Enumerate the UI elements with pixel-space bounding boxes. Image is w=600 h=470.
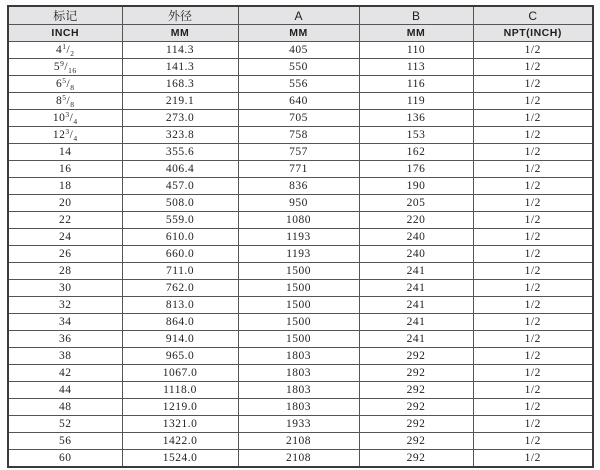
table-row	[8, 280, 593, 297]
table-row	[8, 450, 593, 467]
cell-b-mm: 176	[359, 161, 473, 178]
cell-b-mm: 113	[359, 59, 473, 76]
cell-c-npt: 1/2	[473, 229, 593, 246]
cell-c-npt: 1/2	[473, 348, 593, 365]
cell-c-npt: 1/2	[473, 382, 593, 399]
cell-outer-diameter-mm: 1067.0	[122, 365, 238, 382]
cell-b-mm: 116	[359, 76, 473, 93]
cell-a-mm: 640	[238, 93, 359, 110]
table-row	[8, 314, 593, 331]
fraction-slash: /	[64, 61, 69, 73]
fraction-denominator: 16	[68, 66, 77, 75]
table-header	[8, 6, 593, 42]
cell-c-npt: 1/2	[473, 399, 593, 416]
cell-size-inch: 32	[8, 297, 122, 314]
cell-outer-diameter-mm: 711.0	[122, 263, 238, 280]
table-row	[8, 263, 593, 280]
cell-size-inch: 36	[8, 331, 122, 348]
fraction-slash: /	[66, 95, 71, 107]
cell-size-inch: 52	[8, 416, 122, 433]
cell-outer-diameter-mm: 559.0	[122, 212, 238, 229]
cell-a-mm: 1193	[238, 229, 359, 246]
cell-a-mm: 1080	[238, 212, 359, 229]
fraction-numerator: 5	[62, 76, 67, 85]
fraction-denominator: 4	[73, 117, 78, 126]
cell-c-npt: 1/2	[473, 161, 593, 178]
cell-c-npt: 1/2	[473, 314, 593, 331]
cell-c-npt: 1/2	[473, 144, 593, 161]
cell-c-npt: 1/2	[473, 93, 593, 110]
cell-a-mm: 1803	[238, 399, 359, 416]
cell-size-inch: 48	[8, 399, 122, 416]
table-row	[8, 93, 593, 110]
cell-c-npt: 1/2	[473, 450, 593, 467]
cell-b-mm: 205	[359, 195, 473, 212]
table-row	[8, 127, 593, 144]
cell-b-mm: 292	[359, 365, 473, 382]
cell-a-mm: 1500	[238, 331, 359, 348]
cell-c-npt: 1/2	[473, 416, 593, 433]
cell-c-npt: 1/2	[473, 212, 593, 229]
fraction-denominator: 8	[70, 100, 75, 109]
cell-c-npt: 1/2	[473, 297, 593, 314]
cell-a-mm: 705	[238, 110, 359, 127]
cell-outer-diameter-mm: 323.8	[122, 127, 238, 144]
table-row	[8, 42, 593, 59]
table-row	[8, 59, 593, 76]
cell-size-inch: $5^9/_{16}$	[8, 59, 122, 76]
cell-a-mm: 2108	[238, 450, 359, 467]
column-header-label-0: 标记	[8, 6, 122, 25]
column-header-unit-1: MM	[122, 25, 238, 42]
cell-size-inch: $8^5/_8$	[8, 93, 122, 110]
column-header-label-4: C	[473, 6, 593, 25]
cell-outer-diameter-mm: 1219.0	[122, 399, 238, 416]
column-header-unit-2: MM	[238, 25, 359, 42]
cell-size-inch: 28	[8, 263, 122, 280]
cell-b-mm: 292	[359, 348, 473, 365]
column-header-label-1: 外径	[122, 6, 238, 25]
cell-b-mm: 162	[359, 144, 473, 161]
column-header-unit-4: NPT(INCH)	[473, 25, 593, 42]
cell-outer-diameter-mm: 660.0	[122, 246, 238, 263]
cell-size-inch: $6^5/_8$	[8, 76, 122, 93]
table-row	[8, 348, 593, 365]
column-header-label-3: B	[359, 6, 473, 25]
table-row	[8, 195, 593, 212]
cell-b-mm: 292	[359, 416, 473, 433]
cell-outer-diameter-mm: 355.6	[122, 144, 238, 161]
pipe-spec-table	[7, 5, 594, 468]
cell-size-inch: 42	[8, 365, 122, 382]
cell-a-mm: 1500	[238, 297, 359, 314]
cell-outer-diameter-mm: 864.0	[122, 314, 238, 331]
cell-a-mm: 1803	[238, 348, 359, 365]
cell-c-npt: 1/2	[473, 42, 593, 59]
cell-size-inch: $12^3/_4$	[8, 127, 122, 144]
cell-a-mm: 2108	[238, 433, 359, 450]
fraction-denominator: 8	[70, 83, 75, 92]
table-row	[8, 144, 593, 161]
table-row	[8, 433, 593, 450]
table-row	[8, 365, 593, 382]
cell-b-mm: 110	[359, 42, 473, 59]
table-row	[8, 110, 593, 127]
cell-b-mm: 241	[359, 263, 473, 280]
cell-outer-diameter-mm: 1422.0	[122, 433, 238, 450]
table-row	[8, 399, 593, 416]
cell-c-npt: 1/2	[473, 76, 593, 93]
table-row	[8, 212, 593, 229]
cell-a-mm: 556	[238, 76, 359, 93]
fraction-denominator: 2	[70, 49, 75, 58]
column-header-label-2: A	[238, 6, 359, 25]
cell-outer-diameter-mm: 219.1	[122, 93, 238, 110]
fraction-numerator: 5	[62, 93, 67, 102]
cell-outer-diameter-mm: 813.0	[122, 297, 238, 314]
cell-a-mm: 1803	[238, 382, 359, 399]
table-row	[8, 76, 593, 93]
cell-b-mm: 153	[359, 127, 473, 144]
table-row	[8, 331, 593, 348]
cell-size-inch: 44	[8, 382, 122, 399]
cell-b-mm: 220	[359, 212, 473, 229]
cell-outer-diameter-mm: 141.3	[122, 59, 238, 76]
cell-b-mm: 292	[359, 450, 473, 467]
cell-size-inch: 34	[8, 314, 122, 331]
cell-b-mm: 241	[359, 314, 473, 331]
cell-outer-diameter-mm: 457.0	[122, 178, 238, 195]
cell-size-inch: 30	[8, 280, 122, 297]
cell-size-inch: 14	[8, 144, 122, 161]
cell-outer-diameter-mm: 1524.0	[122, 450, 238, 467]
cell-c-npt: 1/2	[473, 263, 593, 280]
fraction-numerator: 1	[62, 42, 67, 51]
cell-c-npt: 1/2	[473, 59, 593, 76]
cell-b-mm: 240	[359, 229, 473, 246]
cell-b-mm: 241	[359, 280, 473, 297]
cell-a-mm: 1803	[238, 365, 359, 382]
cell-outer-diameter-mm: 508.0	[122, 195, 238, 212]
cell-c-npt: 1/2	[473, 178, 593, 195]
column-header-unit-3: MM	[359, 25, 473, 42]
cell-a-mm: 1500	[238, 314, 359, 331]
cell-size-inch: 20	[8, 195, 122, 212]
cell-b-mm: 292	[359, 399, 473, 416]
cell-b-mm: 136	[359, 110, 473, 127]
fraction-slash: /	[69, 112, 74, 124]
cell-size-inch: $4^1/_2$	[8, 42, 122, 59]
column-header-unit-0: INCH	[8, 25, 122, 42]
cell-a-mm: 1193	[238, 246, 359, 263]
cell-outer-diameter-mm: 168.3	[122, 76, 238, 93]
cell-b-mm: 292	[359, 433, 473, 450]
cell-outer-diameter-mm: 762.0	[122, 280, 238, 297]
cell-b-mm: 190	[359, 178, 473, 195]
table-row	[8, 178, 593, 195]
cell-size-inch: 24	[8, 229, 122, 246]
cell-outer-diameter-mm: 1321.0	[122, 416, 238, 433]
cell-size-inch: 18	[8, 178, 122, 195]
fraction-numerator: 3	[65, 127, 70, 136]
table-row	[8, 246, 593, 263]
fraction-numerator: 9	[60, 59, 65, 68]
fraction-slash: /	[69, 129, 74, 141]
cell-size-inch: 60	[8, 450, 122, 467]
table-body	[8, 42, 593, 467]
cell-c-npt: 1/2	[473, 110, 593, 127]
cell-size-inch: 22	[8, 212, 122, 229]
cell-b-mm: 241	[359, 297, 473, 314]
table-row	[8, 416, 593, 433]
cell-b-mm: 241	[359, 331, 473, 348]
fraction-slash: /	[66, 44, 71, 56]
fraction-numerator: 3	[65, 110, 70, 119]
cell-c-npt: 1/2	[473, 246, 593, 263]
cell-size-inch: 16	[8, 161, 122, 178]
cell-a-mm: 1500	[238, 263, 359, 280]
cell-a-mm: 757	[238, 144, 359, 161]
cell-a-mm: 771	[238, 161, 359, 178]
cell-b-mm: 240	[359, 246, 473, 263]
cell-outer-diameter-mm: 914.0	[122, 331, 238, 348]
cell-c-npt: 1/2	[473, 433, 593, 450]
header-row-labels	[8, 6, 593, 25]
cell-size-inch: 38	[8, 348, 122, 365]
header-row-units	[8, 25, 593, 42]
table-row	[8, 297, 593, 314]
cell-a-mm: 1933	[238, 416, 359, 433]
cell-outer-diameter-mm: 1118.0	[122, 382, 238, 399]
cell-a-mm: 550	[238, 59, 359, 76]
cell-a-mm: 1500	[238, 280, 359, 297]
table-row	[8, 161, 593, 178]
cell-a-mm: 758	[238, 127, 359, 144]
table-row	[8, 229, 593, 246]
cell-b-mm: 292	[359, 382, 473, 399]
cell-outer-diameter-mm: 273.0	[122, 110, 238, 127]
cell-a-mm: 950	[238, 195, 359, 212]
cell-a-mm: 405	[238, 42, 359, 59]
cell-outer-diameter-mm: 965.0	[122, 348, 238, 365]
cell-outer-diameter-mm: 610.0	[122, 229, 238, 246]
cell-b-mm: 119	[359, 93, 473, 110]
cell-size-inch: 56	[8, 433, 122, 450]
table-row	[8, 382, 593, 399]
cell-c-npt: 1/2	[473, 331, 593, 348]
cell-outer-diameter-mm: 114.3	[122, 42, 238, 59]
cell-c-npt: 1/2	[473, 127, 593, 144]
cell-c-npt: 1/2	[473, 280, 593, 297]
cell-a-mm: 836	[238, 178, 359, 195]
fraction-denominator: 4	[73, 134, 78, 143]
fraction-slash: /	[66, 78, 71, 90]
cell-c-npt: 1/2	[473, 365, 593, 382]
cell-size-inch: $10^3/_4$	[8, 110, 122, 127]
cell-size-inch: 26	[8, 246, 122, 263]
cell-outer-diameter-mm: 406.4	[122, 161, 238, 178]
cell-c-npt: 1/2	[473, 195, 593, 212]
